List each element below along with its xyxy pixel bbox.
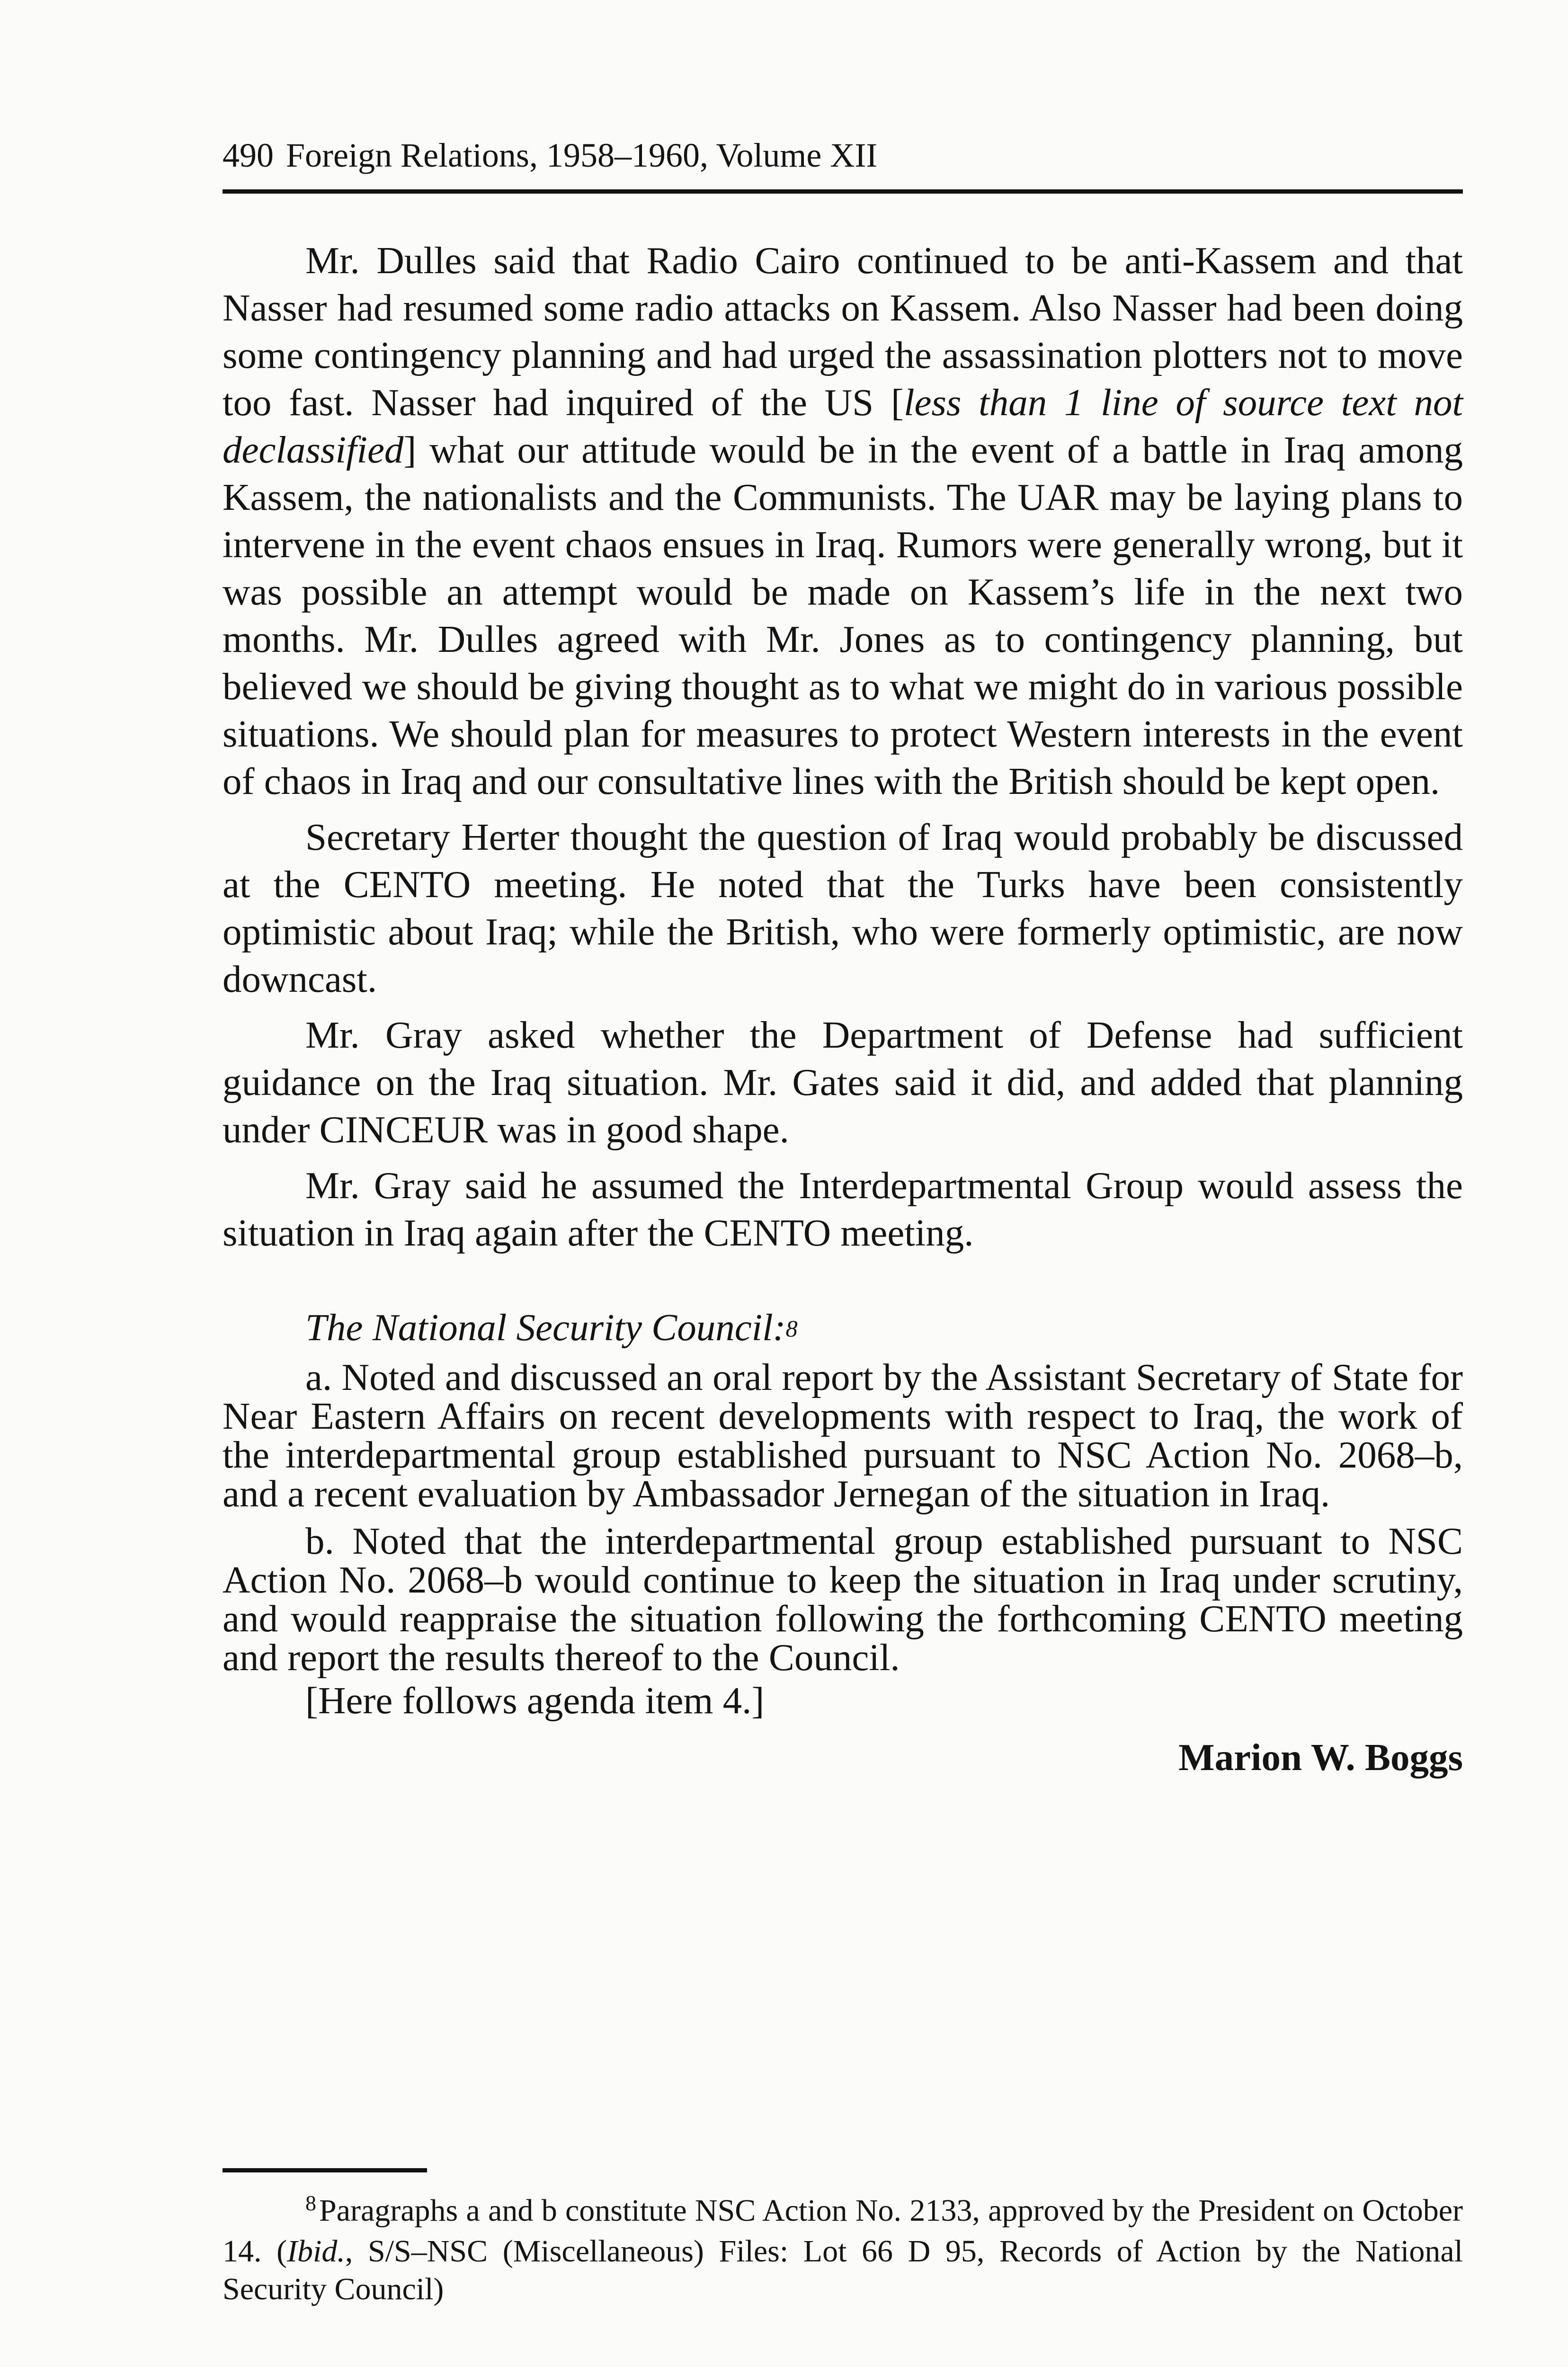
editorial-note: less than 1 line of source text not declassified xyxy=(223,381,1463,471)
body-text xyxy=(223,237,1463,1781)
council-heading-text: The National Security Council: xyxy=(305,1306,786,1349)
footnote-text-2: , S/S–NSC (Miscellaneous) Files: Lot 66 D 95, Records of Action by the National Security Council) xyxy=(223,2234,1463,2306)
signature: Marion W. Boggs xyxy=(1178,1736,1463,1779)
footnote-text-1: Paragraphs a and b constitute NSC Action No. 2133, approved by the President on October 14. ( xyxy=(223,2193,1463,2269)
paragraph-dulles xyxy=(223,237,1463,805)
action-item-b: b. Noted that the interdepartmental group established pursuant to NSC Action No. 2068–b would continue to keep the situation in Iraq under scrutiny, and would reappraise the situation following the forthcoming CENTO meeting and report the results thereof to the Council. xyxy=(223,1520,1463,1679)
paragraph-gray-1: Mr. Gray asked whether the Department of Defense had sufficient guidance on the Iraq situation. Mr. Gates said it did, and added that planning under CINCEUR was in good shape. xyxy=(223,1014,1463,1151)
paragraph-dulles-text-1: Mr. Dulles said that Radio Cairo continued to be anti-Kassem and that Nasser had resumed some radio attacks on Kassem. Also Nasser had been doing some contingency planning and had urged the assassination plotters not to move too fast. Nasser had inquired of the US [ xyxy=(223,239,1463,424)
footnote-reference[interactable]: 8 xyxy=(785,1315,798,1342)
action-item-a: a. Noted and discussed an oral report by the Assistant Secretary of State for Near Eastern Affairs on recent developments with respect to Iraq, the work of the interdepartmental group established pursuant to NSC Action No. 2068–b, and a recent evaluation by Ambassador Jernegan of the situation in Iraq. xyxy=(223,1356,1463,1515)
paragraph-dulles-text-2: ] what our attitude would be in the event of a battle in Iraq among Kassem, the nationalists and the Communists. The UAR may be laying plans to intervene in the event chaos ensues in Iraq. Rumors were generally wrong, but it was possible an attempt would be made on Kassem’s life in the next two months. Mr. Dulles agreed with Mr. Jones as to contingency planning, but believed we should be giving thought as to what we might do in various possible situations. We should plan for measures to protect Western interests in the event of chaos in Iraq and our consultative lines with the British should be kept open. xyxy=(223,428,1463,802)
council-actions xyxy=(223,1358,1463,1677)
footnote xyxy=(223,2192,1463,2308)
header-rule xyxy=(223,189,1463,194)
running-header xyxy=(223,138,1463,172)
page-number: 490 xyxy=(223,136,274,174)
agenda-note: [Here follows agenda item 4.] xyxy=(305,1679,765,1722)
council-heading xyxy=(223,1304,1463,1351)
footnote-rule xyxy=(223,2168,427,2172)
footnote-text xyxy=(223,2192,1463,2308)
paragraph-gray-2: Mr. Gray said he assumed the Interdepartmental Group would assess the situation in Iraq again after the CENTO meeting. xyxy=(223,1164,1463,1254)
footnote-number: 8 xyxy=(305,2191,316,2215)
footnote-ibid: Ibid. xyxy=(287,2234,345,2269)
volume-title: Foreign Relations, 1958–1960, Volume XII xyxy=(286,136,878,174)
council-section xyxy=(223,1304,1463,1677)
paragraph-herter: Secretary Herter thought the question of Iraq would probably be discussed at the CENTO meeting. He noted that the Turks have been consistently optimistic about Iraq; while the British, who were formerly optimistic, are now downcast. xyxy=(223,816,1463,1000)
